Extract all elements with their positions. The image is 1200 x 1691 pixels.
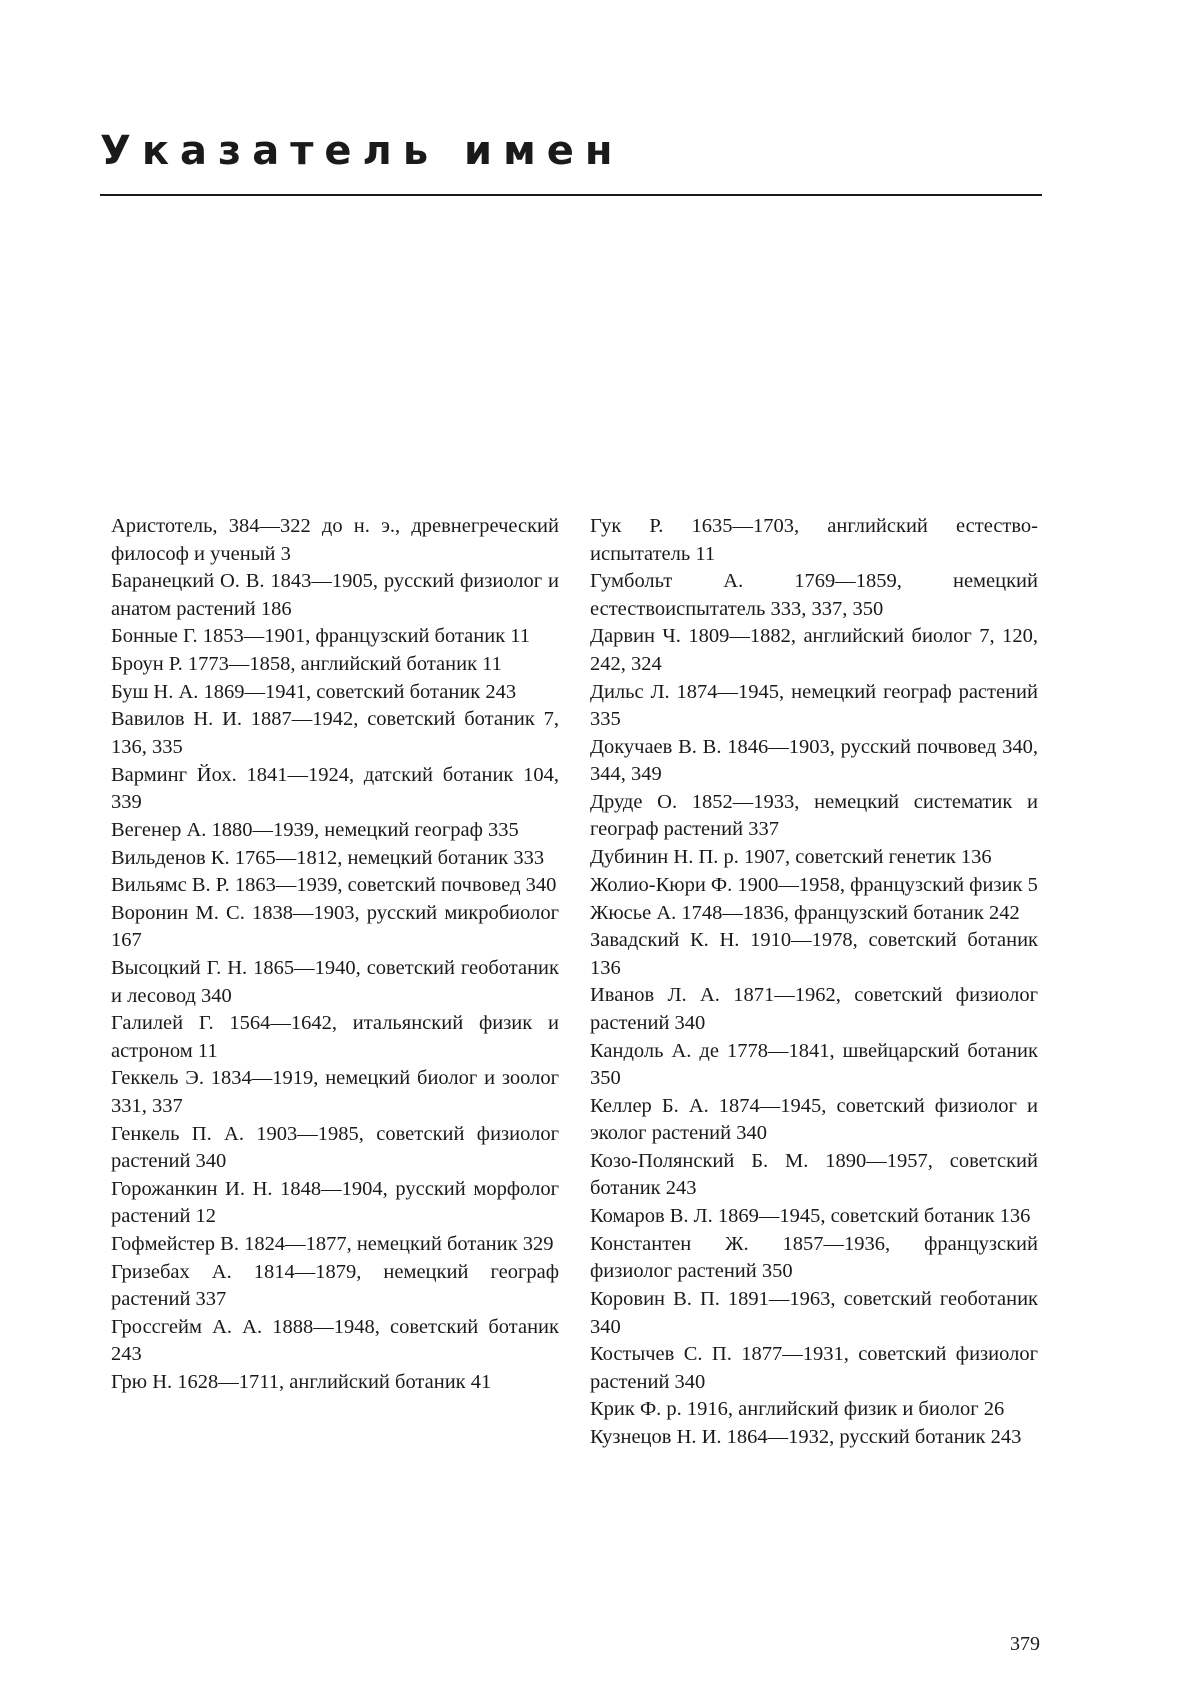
index-entry: Вавилов Н. И. 1887—1942, советский ботаник 7, 136, 335	[111, 708, 559, 758]
index-entry: Гофмейстер В. 1824—1877, немецкий ботаник 329	[111, 1233, 554, 1255]
index-entry: Воронин М. С. 1838—1903, русский микробиолог 167	[111, 901, 559, 952]
index-entry: Кузнецов Н. И. 1864—1932, русский ботаник 243	[590, 1426, 1022, 1449]
index-entry: Константен Ж. 1857—1936, французский физиолог растений 350	[590, 1232, 1038, 1283]
page-title: Указатель имен	[100, 128, 624, 174]
index-entry: Завадский К. Н. 1910—1978, советский ботаник 136	[590, 929, 1038, 979]
index-entry: Гроссгейм А. А. 1888—1948, советский ботаник 243	[111, 1315, 559, 1366]
index-entry: Вильденов К. 1765—1812, немецкий ботаник 333	[111, 846, 545, 869]
index-entry: Генкель П. А. 1903—1985, советский физиолог растений 340	[111, 1122, 559, 1173]
index-entry: Костычев С. П. 1877—1931, советский физиолог растений 340	[590, 1343, 1038, 1393]
page-number: 379	[1010, 1633, 1040, 1655]
index-entry: Друде О. 1852—1933, немецкий систематик и географ растений 337	[590, 790, 1038, 841]
index-column-right	[590, 513, 1038, 1452]
index-entry: Иванов Л. А. 1871—1962, советский физиолог растений 340	[590, 984, 1038, 1034]
index-entry: Козо-Полянский Б. М. 1890—1957, советский ботаник 243	[590, 1149, 1038, 1200]
index-entry: Буш Н. А. 1869—1941, советский ботаник 243	[111, 680, 517, 703]
index-entry: Дильс Л. 1874—1945, немецкий географ растений 335	[590, 680, 1038, 731]
index-entry: Геккель Э. 1834—1919, немецкий биолог и зоолог 331, 337	[111, 1067, 559, 1117]
index-entry: Жолио-Кюри Ф. 1900—1958, французский физик 5	[590, 873, 1038, 896]
index-entry: Высоцкий Г. Н. 1865—1940, советский геоботаник и лесовод 340	[111, 957, 559, 1007]
index-column-left	[111, 513, 559, 1397]
index-entry: Комаров В. Л. 1869—1945, советский ботаник 136	[590, 1205, 1031, 1228]
index-entry: Жюсье А. 1748—1836, французский ботаник 242	[590, 901, 1020, 924]
index-entry: Баранецкий О. В. 1843—1905, русский физиолог и анатом растений 186	[111, 570, 559, 620]
index-entry: Коровин В. П. 1891—1963, советский геоботаник 340	[590, 1288, 1038, 1338]
index-entry: Докучаев В. В. 1846—1903, русский почвовед 340, 344, 349	[590, 735, 1038, 786]
index-entry: Кандоль А. де 1778—1841, швейцарский ботаник 350	[590, 1039, 1038, 1090]
index-entry: Вильямс В. Р. 1863—1939, советский почвовед 340	[111, 874, 557, 897]
index-entry: Броун Р. 1773—1858, английский ботаник 11	[111, 653, 502, 676]
index-entry: Варминг Йох. 1841—1924, датский ботаник 104, 339	[111, 763, 559, 814]
index-entry: Крик Ф. р. 1916, английский физик и биолог 26	[590, 1398, 1005, 1421]
index-entry: Дубинин Н. П. р. 1907, советский генетик 136	[590, 846, 992, 869]
index-entry: Гук Р. 1635—1703, английский естествоиспытатель 11	[590, 515, 1038, 565]
index-entry: Бонные Г. 1853—1901, французский ботаник 11	[111, 625, 531, 648]
index-entry: Грю Н. 1628—1711, английский ботаник 41	[111, 1371, 492, 1394]
title-divider	[100, 194, 1042, 196]
index-entry: Аристотель, 384—322 до н. э., древнегреческий философ и ученый 3	[111, 515, 559, 565]
index-entry: Гумбольт А. 1769—1859, немецкий естествоиспытатель 333, 337, 350	[590, 570, 1038, 620]
index-entry: Вегенер А. 1880—1939, немецкий географ 335	[111, 818, 519, 841]
index-entry: Гризебах А. 1814—1879, немецкий географ растений 337	[111, 1260, 559, 1311]
index-entry: Келлер Б. А. 1874—1945, советский физиолог и эколог растений 340	[590, 1094, 1038, 1145]
index-entry: Горожанкин И. Н. 1848—1904, русский морфолог растений 12	[111, 1177, 559, 1228]
index-entry: Галилей Г. 1564—1642, итальянский физик и астроном 11	[111, 1012, 559, 1062]
index-entry: Дарвин Ч. 1809—1882, английский биолог 7, 120, 242, 324	[590, 625, 1038, 675]
